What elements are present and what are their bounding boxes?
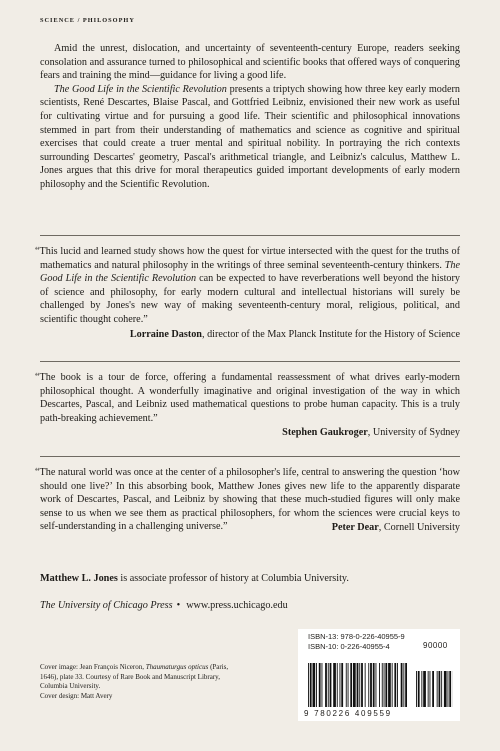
divider	[40, 235, 460, 236]
barcode-bar	[353, 663, 356, 707]
author-name: Matthew L. Jones	[40, 573, 118, 584]
barcode-bar	[313, 663, 316, 707]
description-paragraph-2-text: presents a triptych showing how three key early modern scientists, René Descartes, Blaise Pascal, and Gottfried Leibniz, envisioned their new work as useful for cultivating virtue and for pursuing a good life. Their scientific and philosophical innovations stemmed in part from their understanding of mathematics and science as cognitive and spiritual exercises that could create a truer mental and spiritual nobility. In portraying the rich contexts surrounding Descartes' geometry, Pascal's arithmetical triangle, and Leibniz's calculus, Matthew L. Jones argues that this drive for moral therapeutics guided important developments of early modern philosophy and the Scientific Revolution.	[40, 83, 460, 190]
barcode-panel	[298, 629, 460, 721]
addon-bar	[418, 671, 420, 707]
addon-bar	[444, 671, 447, 707]
book-title-italic: The Good Life in the Scientific Revolution	[54, 83, 227, 95]
barcode-bar	[359, 663, 360, 707]
blurb-text	[35, 245, 460, 327]
barcode-bar	[308, 663, 309, 707]
barcode-bar	[388, 663, 391, 707]
blurb-dear	[35, 466, 460, 535]
description-paragraph-1: Amid the unrest, dislocation, and uncertainty of seventeenth-century Europe, readers seeking consolation and assurance turned to philosophical and scientific books that offered ways of conquering fears and training the mind—guidance for living a good life.	[40, 43, 460, 82]
barcode-bar	[368, 663, 369, 707]
barcode-bar	[319, 663, 321, 707]
blurb-attribution	[40, 426, 460, 440]
addon-bar	[439, 671, 441, 707]
barcode-bar	[401, 663, 403, 707]
barcode-bars	[308, 663, 453, 707]
addon-bar	[430, 671, 431, 707]
author-bio	[40, 572, 460, 586]
barcode-bar	[337, 663, 338, 707]
barcode-bar	[392, 663, 393, 707]
barcode-bar	[365, 663, 366, 707]
blurb-text-part: “This lucid and learned study shows how the quest for virtue intersected with the quest for the truths of mathematics and natural philosophy in the writings of three seminal seventeenth-century thinkers.	[35, 246, 460, 271]
addon-bar	[421, 671, 422, 707]
publisher-line	[40, 600, 288, 611]
barcode-bar	[340, 663, 341, 707]
addon-bar	[448, 671, 449, 707]
category-label: SCIENCE / PHILOSOPHY	[40, 17, 135, 24]
barcode-bar	[316, 663, 317, 707]
publisher-url: www.press.uchicago.edu	[186, 600, 288, 611]
barcode-bar	[357, 663, 359, 707]
addon-bar	[437, 671, 438, 707]
divider	[40, 361, 460, 362]
barcode-bar	[350, 663, 352, 707]
blurb-daston	[35, 245, 460, 341]
addon-bar	[416, 671, 417, 707]
blurb-text-part: can be expected to have reverberations well beyond the history of science and philosophy, for early modern cultural and intellectual historians will surely be challenged by Jones's new way of making seventeenth-century moral, religious, political, and scientific thought cohere.”	[40, 273, 460, 325]
barcode-bar	[333, 663, 336, 707]
barcode-bar	[379, 663, 380, 707]
barcode-bar	[310, 663, 312, 707]
barcode-bar	[361, 663, 363, 707]
description-paragraph-2	[40, 83, 460, 192]
blurb-attribution	[40, 328, 460, 342]
isbn10-label: ISBN-10: 0-226-40955-4	[308, 642, 390, 651]
reviewer-name: Stephen Gaukroger	[282, 427, 368, 439]
barcode-bar	[322, 663, 323, 707]
cover-credits	[40, 663, 240, 701]
barcode-bar	[341, 663, 343, 707]
isbn13-label: ISBN-13: 978-0-226-40955-9	[308, 632, 405, 641]
barcode-bar	[370, 663, 372, 707]
blurb-gaukroger	[35, 371, 460, 440]
reviewer-affiliation: , director of the Max Planck Institute for the History of Science	[201, 328, 460, 340]
book-title-italic: The Good Life in the Scientific Revolution	[40, 259, 460, 285]
blurb-text: “The book is a tour de force, offering a fundamental reassessment of what drives early-modern philosophical thought. A wonderfully imaginative and original investigation of the way in which Descartes, Pascal, and Leibniz used mathematical questions to probe human capacity. This is a truly path-breaking achievement.”	[35, 372, 460, 424]
barcode-bar	[405, 663, 407, 707]
reviewer-name: Lorraine Daston	[129, 328, 202, 340]
credit-text: Cover image: Jean François Niceron,	[40, 663, 146, 671]
addon-bar	[428, 671, 429, 707]
barcode-digits: 9 780226 409559	[304, 709, 392, 718]
author-bio-text: is associate professor of history at Columbia University.	[117, 573, 349, 584]
barcode-bar	[328, 663, 329, 707]
description	[40, 42, 460, 192]
bullet-separator: •	[176, 600, 181, 611]
addon-bar	[441, 671, 442, 707]
cover-image-credit	[40, 663, 240, 692]
barcode-bar	[373, 663, 375, 707]
addon-bar	[432, 671, 434, 707]
barcode-bar	[346, 663, 347, 707]
addon-bar	[449, 671, 451, 707]
credit-text: (Paris, 1646), plate 33. Courtesy of Rare Book and Manuscript Library, Columbia University.	[40, 663, 229, 691]
barcode-bar	[403, 663, 404, 707]
barcode-bar	[384, 663, 385, 707]
cover-design-credit: Cover design: Matt Avery	[40, 691, 113, 700]
divider	[40, 456, 460, 457]
barcode-bar	[382, 663, 383, 707]
reviewer-name: Peter Dear	[331, 521, 379, 533]
publisher-name: The University of Chicago Press	[40, 600, 173, 611]
barcode-bar	[330, 663, 332, 707]
barcode-bar	[325, 663, 327, 707]
addon-bar	[423, 671, 426, 707]
reviewer-affiliation: , Cornell University	[378, 521, 460, 533]
price-code: 90000	[423, 641, 448, 650]
barcode-bar	[348, 663, 349, 707]
barcode-bar	[376, 663, 377, 707]
credit-title-italic: Thaumaturgus opticus	[145, 663, 209, 671]
reviewer-affiliation: , University of Sydney	[367, 427, 460, 439]
barcode-bar	[385, 663, 387, 707]
barcode-bar	[394, 663, 396, 707]
blurb-text: “The natural world was once at the center of a philosopher's life, central to answering the question ‘how should one live?’ In this absorbing book, Matthew Jones gives new life to the apparently disparate work of Descartes, Pascal, and Leibniz by showing that these much-studied figures will only make sense to us when we see them as practical philosophers, for whom the sciences were crucial keys to self-understanding in a challenging universe.”	[35, 467, 460, 533]
barcode-bar	[397, 663, 398, 707]
